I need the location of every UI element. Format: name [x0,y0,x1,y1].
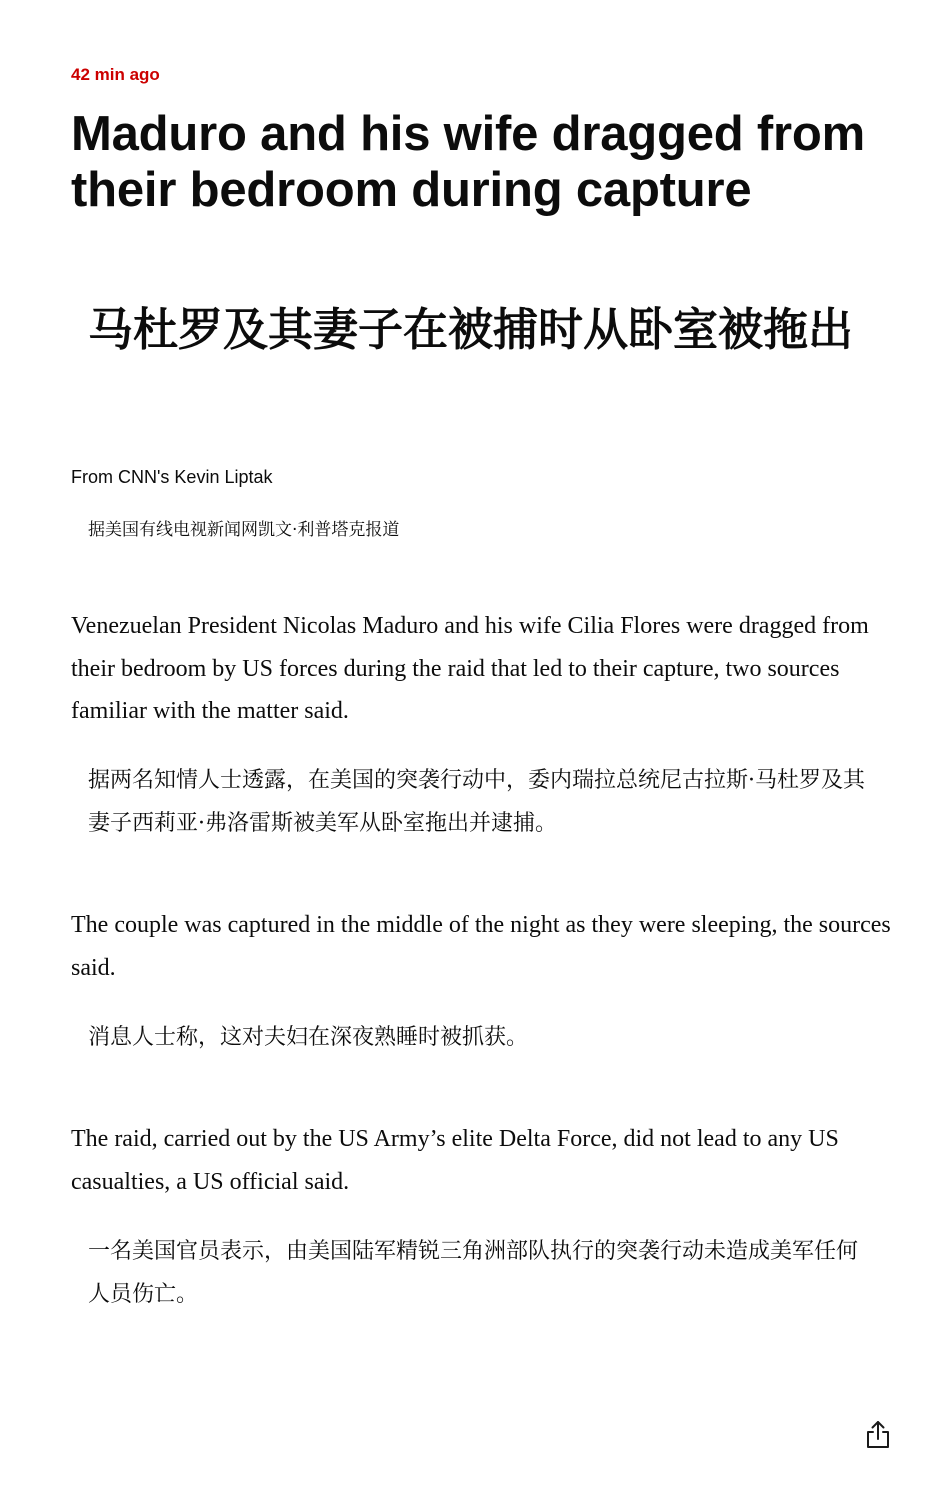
paragraph: Venezuelan President Nicolas Maduro and his wife Cilia Flores were dragged from their bedroom by US forces during the raid that led to their capture, two sources familiar with the matter said. [71,613,869,724]
byline-translation: 据美国有线电视新闻网凯文·利普塔克报道 [88,520,400,540]
headline-translation: 马杜罗及其妻子在被捕时从卧室被拖出 [88,303,854,356]
share-icon [865,1419,891,1449]
share-button[interactable] [862,1416,894,1452]
byline: From CNN's Kevin Liptak [71,467,273,487]
paragraph: The couple was captured in the middle of the night as they were sleeping, the sources said. [71,912,891,981]
headline: Maduro and his wife dragged from their bedroom during capture [71,107,865,217]
paragraph: The raid, carried out by the US Army’s elite Delta Force, did not lead to any US casualties, a US official said. [71,1126,839,1195]
paragraph-translation: 消息人士称，这对夫妇在深夜熟睡时被抓获。 [88,1025,529,1050]
paragraph-translation: 一名美国官员表示，由美国陆军精锐三角洲部队执行的突袭行动未造成美军任何人员伤亡。 [88,1239,859,1307]
timestamp: 42 min ago [71,65,160,84]
paragraph-translation: 据两名知情人士透露，在美国的突袭行动中，委内瑞拉总统尼古拉斯·马杜罗及其妻子西莉亚·弗洛雷斯被美军从卧室拖出并逮捕。 [88,768,865,836]
